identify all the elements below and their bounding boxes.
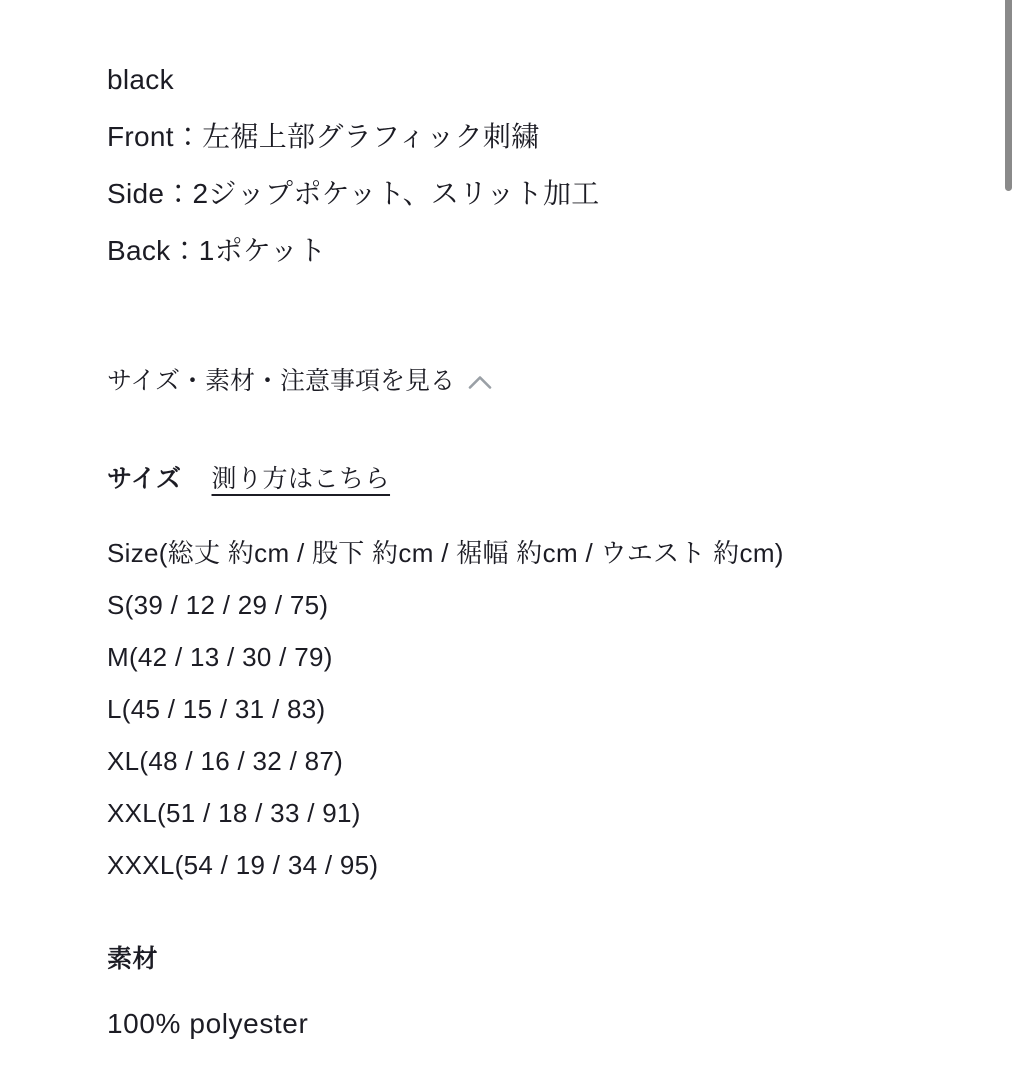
product-description (107, 51, 981, 279)
size-row-s: S(39 / 12 / 29 / 75) (107, 590, 329, 620)
size-heading: サイズ (107, 465, 182, 493)
how-to-measure-link[interactable]: 測り方はこちら (211, 465, 391, 493)
accordion-label: サイズ・素材・注意事項を見る (107, 367, 456, 395)
scrollbar-thumb[interactable] (1005, 0, 1012, 191)
size-section-header (107, 461, 981, 497)
size-row-xxxl: XXXL(54 / 19 / 34 / 95) (107, 850, 379, 880)
size-chart-header-row: Size(総丈 約cm / 股下 約cm / 裾幅 約cm / ウエスト 約cm) (107, 538, 784, 568)
size-row-l: L(45 / 15 / 31 / 83) (107, 694, 326, 724)
material-heading: 素材 (107, 945, 159, 973)
front-detail-text: Front：左裾上部グラフィック刺繍 (107, 121, 540, 152)
size-material-accordion-toggle[interactable] (107, 363, 492, 399)
back-detail-text: Back：1ポケット (107, 235, 327, 266)
size-row-xxl: XXL(51 / 18 / 33 / 91) (107, 798, 361, 828)
color-text: black (107, 64, 174, 95)
chevron-up-icon (468, 375, 492, 390)
size-row-xl: XL(48 / 16 / 32 / 87) (107, 746, 344, 776)
material-value: 100% polyester (107, 1008, 309, 1039)
size-chart (107, 527, 981, 891)
size-row-m: M(42 / 13 / 30 / 79) (107, 642, 333, 672)
side-detail-text: Side：2ジップポケット、スリット加工 (107, 178, 600, 209)
